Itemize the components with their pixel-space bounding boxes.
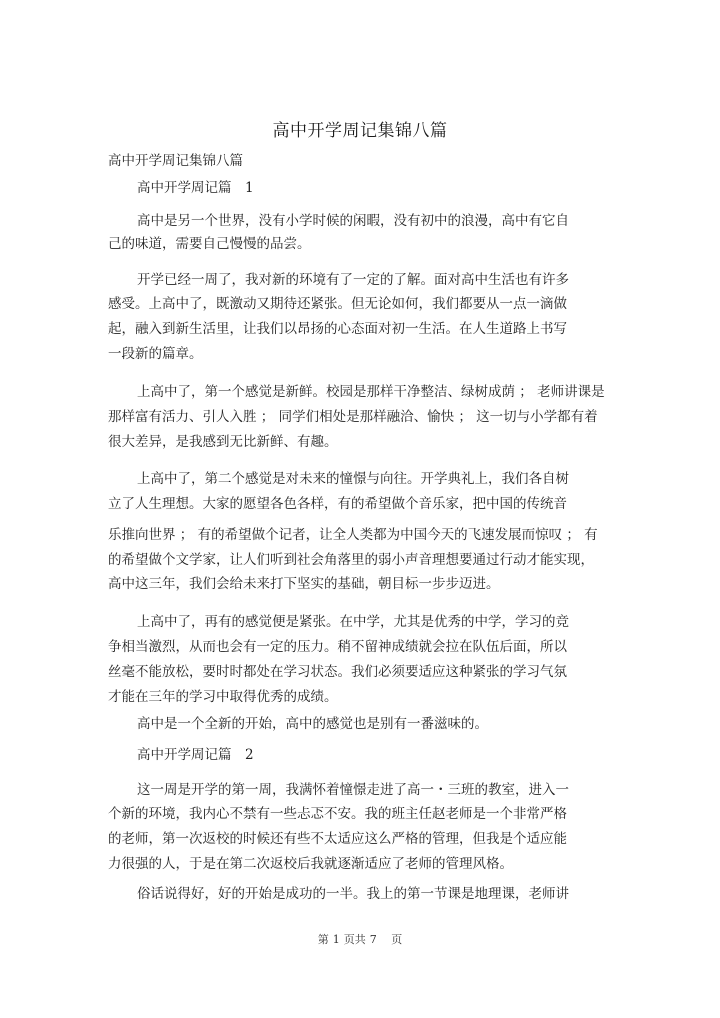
paragraph-line: 乐推向世界 ； 有的希望做个记者，让全人类都为中国今天的飞速发展而惊叹 ； 有 bbox=[108, 527, 598, 543]
paragraph-line: 感受。上高中了，既激动又期待还紧张。但无论如何，我们都要从一点一滴做 bbox=[108, 296, 567, 312]
paragraph-line: 这一周是开学的第一周，我满怀着憧憬走进了高一・三班的教室，进入一 bbox=[137, 782, 569, 798]
paragraph-line: 俗话说得好，好的开始是成功的一半。我上的第一节课是地理课，老师讲 bbox=[137, 886, 569, 902]
paragraph-line: 己的味道，需要自己慢慢的品尝。 bbox=[108, 236, 311, 252]
footer-page-prefix: 第 bbox=[317, 933, 329, 946]
paragraph-line: 高中是另一个世界，没有小学时候的闲暇，没有初中的浪漫，高中有它自 bbox=[137, 213, 569, 229]
footer-page-total: 7 bbox=[369, 933, 377, 946]
paragraph-line: 的希望做个文学家，让人们听到社会角落里的弱小声音理想要通过行动才能实现， bbox=[108, 552, 594, 568]
paragraph-line: 丝毫不能放松，要时时都处在学习状态。我们必须要适应这种紧张的学习气氛 bbox=[108, 664, 567, 680]
paragraph-line: 那样富有活力、引人入胜 ； 同学们相处是那样融洽、愉快 ； 这一切与小学都有着 bbox=[108, 409, 598, 425]
paragraph-line: 很大差异，是我感到无比新鲜、有趣。 bbox=[108, 434, 338, 450]
paragraph-line: 力很强的人，于是在第二次返校后我就逐渐适应了老师的管理风格。 bbox=[108, 856, 513, 872]
footer-page-suffix: 页 bbox=[391, 933, 403, 946]
paragraph-line: 才能在三年的学习中取得优秀的成绩。 bbox=[108, 689, 338, 705]
document-subtitle: 高中开学周记集锦八篇 bbox=[108, 153, 243, 169]
page-footer bbox=[0, 931, 720, 947]
footer-page-middle: 页共 bbox=[343, 933, 366, 946]
section-heading-2: 高中开学周记篇 2 bbox=[137, 747, 254, 763]
paragraph-line: 上高中了，再有的感觉便是紧张。在中学，尤其是优秀的中学，学习的竞 bbox=[137, 614, 569, 630]
paragraph-line: 立了人生理想。大家的愿望各色各样，有的希望做个音乐家，把中国的传统音 bbox=[108, 496, 567, 512]
paragraph-line: 高中是一个全新的开始，高中的感觉也是别有一番滋味的。 bbox=[137, 716, 488, 732]
paragraph-line: 起，融入到新生活里，让我们以昂扬的心态面对初一生活。在人生道路上书写 bbox=[108, 321, 567, 337]
paragraph-line: 上高中了，第一个感觉是新鲜。校园是那样干净整洁、绿树成荫 ； 老师讲课是 bbox=[137, 384, 605, 400]
paragraph-line: 高中这三年，我们会给未来打下坚实的基础，朝目标一步步迈进。 bbox=[108, 576, 500, 592]
section-heading-1: 高中开学周记篇 1 bbox=[137, 180, 254, 196]
footer-page-number: 1 bbox=[332, 933, 340, 946]
paragraph-line: 争相当激烈，从而也会有一定的压力。稍不留神成绩就会拉在队伍后面，所以 bbox=[108, 639, 567, 655]
paragraph-line: 上高中了，第二个感觉是对未来的憧憬与向往。开学典礼上，我们各自树 bbox=[137, 471, 569, 487]
paragraph-line: 个新的环境，我内心不禁有一些忐忑不安。我的班主任赵老师是一个非常严格 bbox=[108, 806, 567, 822]
paragraph-line: 一段新的篇章。 bbox=[108, 346, 203, 362]
paragraph-line: 的老师，第一次返校的时候还有些不太适应这么严格的管理，但我是个适应能 bbox=[108, 831, 567, 847]
paragraph-line: 开学已经一周了，我对新的环境有了一定的了解。面对高中生活也有许多 bbox=[137, 272, 569, 288]
document-title: 高中开学周记集锦八篇 bbox=[272, 121, 448, 141]
